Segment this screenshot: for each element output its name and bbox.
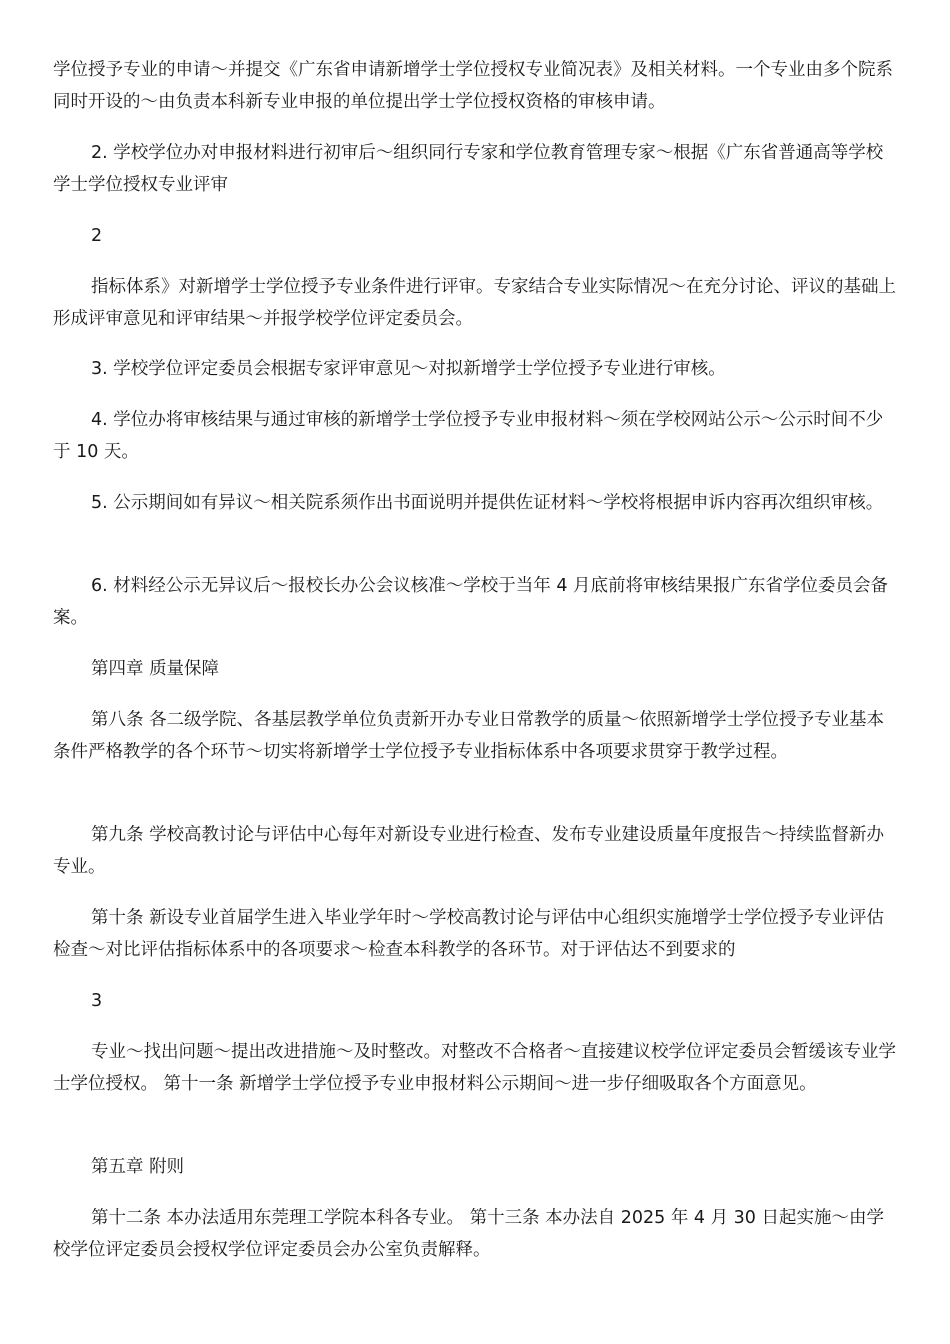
paragraph-item-6: 6. 材料经公示无异议后～报校长办公会议核准～学校于当年 4 月底前将审核结果报广东省学位委员会备案。: [53, 576, 889, 628]
paragraph-item-2: 2. 学校学位办对申报材料进行初审后～组织同行专家和学位教育管理专家～根据《广东省普通高等学校学士学位授权专业评审: [53, 143, 884, 195]
article-9: 第九条 学校高教讨论与评估中心每年对新设专业进行检查、发布专业建设质量年度报告～持续监督新办专业。: [53, 825, 885, 877]
page-number-2: 2: [91, 226, 103, 246]
article-8: 第八条 各二级学院、各基层教学单位负责新开办专业日常教学的质量～依照新增学士学位授予专业基本条件严格教学的各个环节～切实将新增学士学位授予专业指标体系中各项要求贯穿于教学过程。: [53, 710, 885, 762]
paragraph-item-5: 5. 公示期间如有异议～相关院系须作出书面说明并提供佐证材料～学校将根据申诉内容再次组织审核。: [91, 493, 884, 513]
article-10: 第十条 新设专业首届学生进入毕业学年时～学校高教讨论与评估中心组织实施增学士学位授予专业评估检查～对比评估指标体系中的各项要求～检查本科教学的各环节。对于评估达不到要求的: [53, 908, 885, 960]
page-number-3: 3: [91, 991, 103, 1011]
paragraph-item-4: 4. 学位办将审核结果与通过审核的新增学士学位授予专业申报材料～须在学校网站公示～公示时间不少于 10 天。: [53, 410, 884, 462]
paragraph-item-3: 3. 学校学位评定委员会根据专家评审意见～对拟新增学士学位授予专业进行审核。: [91, 359, 726, 379]
chapter-heading-4: 第四章 质量保障: [91, 659, 220, 679]
paragraph-index-system: 指标体系》对新增学士学位授予专业条件进行评审。专家结合专业实际情况～在充分讨论、评议的基础上形成评审意见和评审结果～并报学校学位评定委员会。: [53, 277, 896, 329]
article-12-13: 第十二条 本办法适用东莞理工学院本科各专业。 第十三条 本办法自 2025 年 4 月 30 日起实施～由学校学位评定委员会授权学位评定委员会办公室负责解释。: [53, 1208, 885, 1260]
chapter-heading-5: 第五章 附则: [91, 1157, 185, 1177]
article-11: 专业～找出问题～提出改进措施～及时整改。对整改不合格者～直接建议校学位评定委员会暂缓该专业学士学位授权。 第十一条 新增学士学位授予专业申报材料公示期间～进一步仔细吸取各个方面意见。: [53, 1042, 896, 1094]
paragraph-degree-application: 学位授予专业的申请～并提交《广东省申请新增学士学位授权专业简况表》及相关材料。一个专业由多个院系同时开设的～由负责本科新专业申报的单位提出学士学位授权资格的审核申请。: [53, 60, 893, 112]
